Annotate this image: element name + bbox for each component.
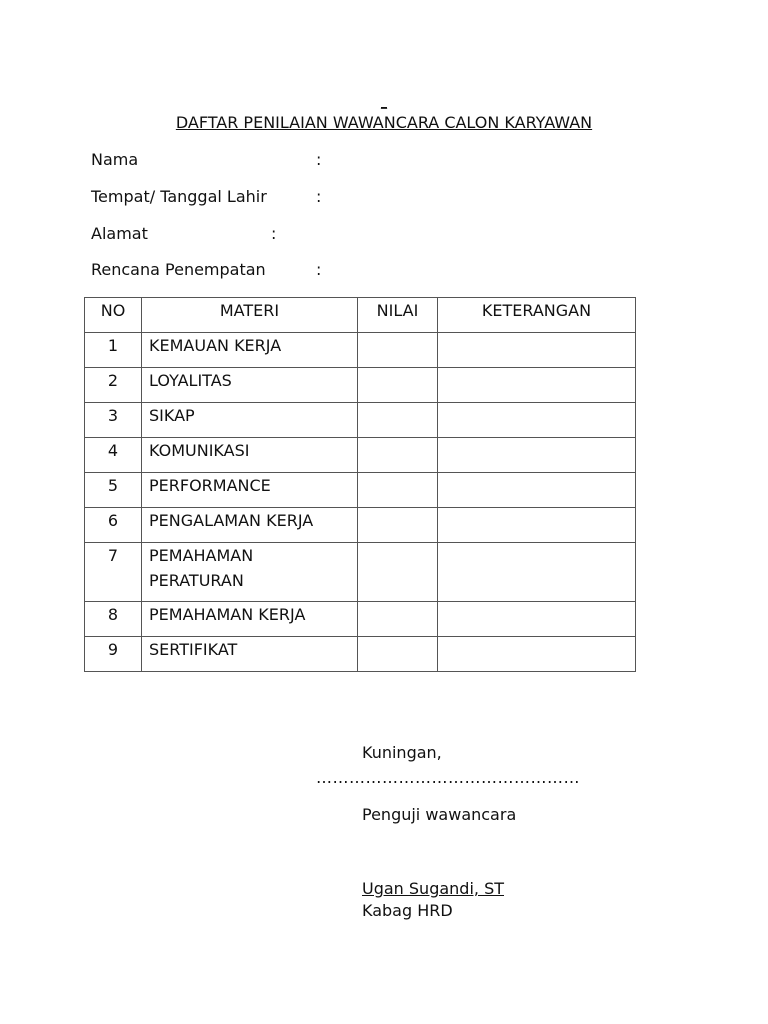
row-materi	[142, 543, 358, 602]
field-label-rencana-penempatan: Rencana Penempatan	[91, 260, 266, 279]
row-materi: PEMAHAMAN KERJA	[142, 602, 358, 637]
row-nilai-cell[interactable]	[358, 368, 438, 403]
table-row	[85, 543, 636, 602]
header-mark: _	[381, 95, 387, 109]
row-no: 2	[85, 368, 142, 403]
table-row	[85, 473, 636, 508]
signature-date-line: …………………………………………	[316, 768, 580, 787]
row-keterangan-cell[interactable]	[438, 637, 636, 672]
row-keterangan-cell[interactable]	[438, 333, 636, 368]
row-no: 8	[85, 602, 142, 637]
row-keterangan-cell[interactable]	[438, 438, 636, 473]
row-materi: KEMAUAN KERJA	[142, 333, 358, 368]
signature-place: Kuningan,	[362, 743, 442, 762]
signature-position: Kabag HRD	[362, 901, 453, 920]
field-colon-alamat: :	[271, 224, 277, 243]
row-nilai-cell[interactable]	[358, 602, 438, 637]
row-materi: PENGALAMAN KERJA	[142, 508, 358, 543]
table-row	[85, 508, 636, 543]
row-materi: PERFORMANCE	[142, 473, 358, 508]
signature-role: Penguji wawancara	[362, 805, 517, 824]
field-colon-nama: :	[316, 150, 322, 169]
row-no: 5	[85, 473, 142, 508]
row-no: 9	[85, 637, 142, 672]
row-keterangan-cell[interactable]	[438, 543, 636, 602]
row-no: 7	[85, 543, 142, 602]
row-nilai-cell[interactable]	[358, 637, 438, 672]
field-label-nama: Nama	[91, 150, 139, 169]
table-header-row	[85, 298, 636, 333]
signature-name: Ugan Sugandi, ST	[362, 879, 504, 898]
field-label-tempat-tanggal-lahir: Tempat/ Tanggal Lahir	[91, 187, 267, 206]
field-colon-tempat-tanggal-lahir: :	[316, 187, 322, 206]
row-nilai-cell[interactable]	[358, 543, 438, 602]
field-colon-rencana-penempatan: :	[316, 260, 322, 279]
table-row	[85, 637, 636, 672]
row-materi: SERTIFIKAT	[142, 637, 358, 672]
row-nilai-cell[interactable]	[358, 438, 438, 473]
assessment-table	[84, 297, 636, 672]
header-keterangan: KETERANGAN	[438, 298, 636, 333]
row-no: 1	[85, 333, 142, 368]
row-nilai-cell[interactable]	[358, 333, 438, 368]
row-no: 4	[85, 438, 142, 473]
row-nilai-cell[interactable]	[358, 508, 438, 543]
row-materi: SIKAP	[142, 403, 358, 438]
row-keterangan-cell[interactable]	[438, 602, 636, 637]
field-label-alamat: Alamat	[91, 224, 148, 243]
table-row	[85, 438, 636, 473]
row-materi-line2: PERATURAN	[149, 571, 244, 590]
header-no: NO	[85, 298, 142, 333]
row-keterangan-cell[interactable]	[438, 368, 636, 403]
document-title: DAFTAR PENILAIAN WAWANCARA CALON KARYAWAN	[175, 113, 593, 132]
row-materi: LOYALITAS	[142, 368, 358, 403]
row-nilai-cell[interactable]	[358, 403, 438, 438]
row-keterangan-cell[interactable]	[438, 403, 636, 438]
row-nilai-cell[interactable]	[358, 473, 438, 508]
table-row	[85, 403, 636, 438]
row-materi-line1: PEMAHAMAN	[149, 546, 254, 565]
row-materi: KOMUNIKASI	[142, 438, 358, 473]
row-no: 3	[85, 403, 142, 438]
row-keterangan-cell[interactable]	[438, 473, 636, 508]
table-row	[85, 333, 636, 368]
row-keterangan-cell[interactable]	[438, 508, 636, 543]
table-row	[85, 368, 636, 403]
row-no: 6	[85, 508, 142, 543]
header-nilai: NILAI	[358, 298, 438, 333]
header-materi: MATERI	[142, 298, 358, 333]
table-row	[85, 602, 636, 637]
